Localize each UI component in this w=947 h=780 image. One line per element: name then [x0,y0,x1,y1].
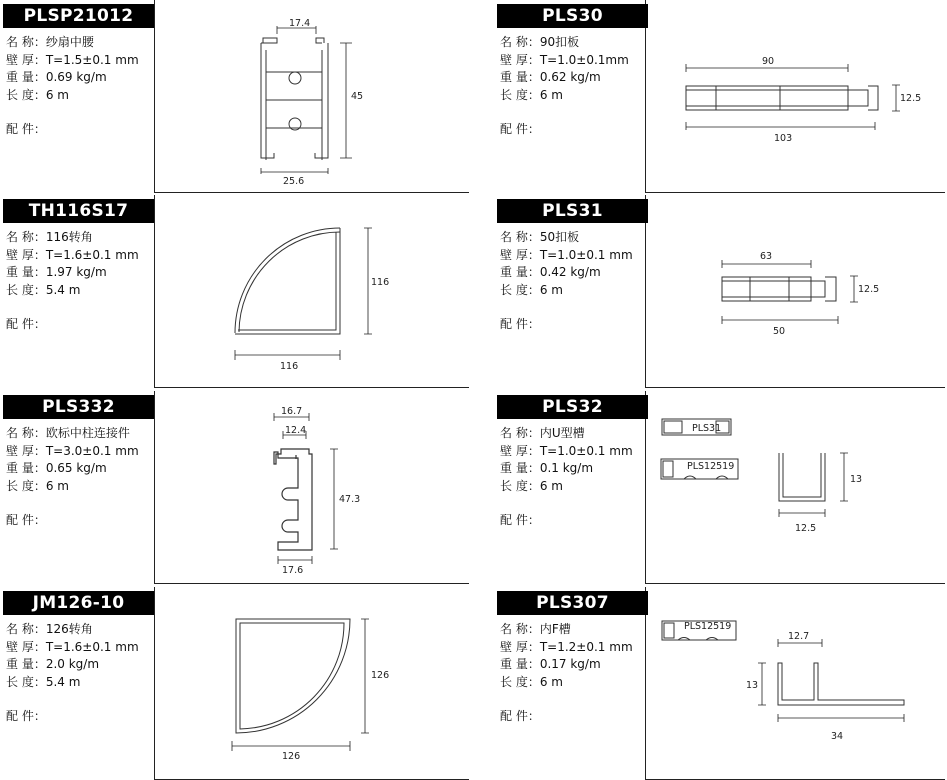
weight-value: 1.97 kg/m [45,265,107,279]
thickness-label: 壁 厚： [6,443,46,458]
parts-label: 配 件： [6,317,46,331]
thickness-label: 壁 厚： [6,52,46,67]
thickness-label: 壁 厚： [500,247,540,262]
weight-label: 重 量： [6,70,46,84]
product-code: PLS307 [497,591,648,615]
dim-12-5: 12.5 [795,523,817,534]
length-value: 6 m [539,282,563,297]
dim-116-w: 116 [280,361,299,372]
length-label: 长 度： [6,282,46,297]
dim-height: 45 [351,91,364,102]
name-value: 50扣板 [539,230,580,244]
name-value: 内U型槽 [539,426,585,440]
parts-label: 配 件： [500,709,540,723]
weight-label: 重 量： [6,461,46,475]
name-value: 90扣板 [539,35,580,49]
name-label: 名 称： [500,230,540,244]
thickness-value: T=3.0±0.1 mm [45,443,139,458]
name-label: 名 称： [6,622,46,636]
product-code: PLS31 [497,199,648,223]
length-label: 长 度： [6,478,46,493]
length-label: 长 度： [6,87,46,102]
thickness-value: T=1.0±0.1mm [539,52,629,67]
thickness-value: T=1.2±0.1 mm [539,639,633,654]
weight-value: 0.42 kg/m [539,265,601,279]
weight-value: 0.17 kg/m [539,657,601,671]
length-label: 长 度： [500,282,540,297]
dim-34: 34 [831,731,844,742]
dim-116-h: 116 [371,277,390,288]
parts-label: 配 件： [500,513,540,527]
length-value: 5.4 m [45,674,81,689]
weight-label: 重 量： [500,461,540,475]
weight-label: 重 量： [6,265,46,279]
name-label: 名 称： [500,35,540,49]
length-label: 长 度： [6,674,46,689]
weight-label: 重 量： [6,657,46,671]
name-label: 名 称： [500,426,540,440]
dim-63: 63 [760,251,773,262]
profile-drawing [494,0,947,193]
product-code: PLS332 [3,395,154,419]
part-label-pls12519: PLS12519 [684,621,732,632]
name-label: 名 称： [6,230,46,244]
thickness-label: 壁 厚： [500,52,540,67]
thickness-label: 壁 厚： [500,639,540,654]
length-value: 5.4 m [45,282,81,297]
profile-drawing [494,195,947,388]
dim-103: 103 [774,133,793,144]
thickness-label: 壁 厚： [500,443,540,458]
product-card-jm126-10 [0,587,470,780]
profile-drawing [0,195,470,388]
dim-12-7: 12.7 [788,631,810,642]
thickness-label: 壁 厚： [6,639,46,654]
length-label: 长 度： [500,674,540,689]
length-value: 6 m [539,87,563,102]
name-label: 名 称： [500,622,540,636]
thickness-value: T=1.5±0.1 mm [45,52,139,67]
name-label: 名 称： [6,426,46,440]
length-label: 长 度： [500,87,540,102]
dim-12-5: 12.5 [900,93,922,104]
product-code: TH116S17 [3,199,154,223]
product-card-pls307 [494,587,947,780]
dim-126-w: 126 [282,751,301,762]
dim-width-bottom: 25.6 [283,176,305,187]
name-value: 纱扇中腰 [45,35,94,49]
dim-17-6: 17.6 [282,565,304,576]
name-label: 名 称： [6,35,46,49]
dim-12-4: 12.4 [285,425,307,436]
parts-label: 配 件： [500,317,540,331]
dim-13: 13 [850,474,863,485]
parts-label: 配 件： [500,122,540,136]
profile-drawing [494,391,947,584]
product-code: PLS30 [497,4,648,28]
dim-47-3: 47.3 [339,494,361,505]
length-label: 长 度： [500,478,540,493]
thickness-value: T=1.6±0.1 mm [45,247,139,262]
thickness-value: T=1.0±0.1 mm [539,443,633,458]
profile-drawing [494,587,947,780]
parts-label: 配 件： [6,709,46,723]
name-value: 116转角 [45,230,93,244]
length-value: 6 m [539,674,563,689]
weight-label: 重 量： [500,70,540,84]
product-card-th116s17 [0,195,470,388]
part-label-pls12519: PLS12519 [687,461,735,472]
name-value: 126转角 [45,622,93,636]
weight-value: 0.65 kg/m [45,461,107,475]
weight-label: 重 量： [500,657,540,671]
weight-value: 0.62 kg/m [539,70,601,84]
dim-126-h: 126 [371,670,390,681]
dim-16-7: 16.7 [281,406,303,417]
weight-value: 0.1 kg/m [539,461,594,475]
dim-50: 50 [773,326,786,337]
length-value: 6 m [539,478,563,493]
product-code: PLS32 [497,395,648,419]
product-code: JM126-10 [3,591,154,615]
thickness-value: T=1.0±0.1 mm [539,247,633,262]
parts-label: 配 件： [6,122,46,136]
product-code: PLSP21012 [3,4,154,28]
profile-drawing [0,391,470,584]
dim-width-top: 17.4 [289,18,311,29]
weight-value: 2.0 kg/m [45,657,100,671]
product-card-plsp21012 [0,0,470,193]
product-card-pls31 [494,195,947,388]
dim-13: 13 [746,680,759,691]
name-value: 欧标中柱连接件 [45,426,130,440]
part-label-pls31: PLS31 [692,423,722,434]
dim-12-5: 12.5 [858,284,880,295]
profile-drawing [0,587,470,780]
product-card-pls30 [494,0,947,193]
thickness-label: 壁 厚： [6,247,46,262]
length-value: 6 m [45,478,69,493]
thickness-value: T=1.6±0.1 mm [45,639,139,654]
length-value: 6 m [45,87,69,102]
dim-90: 90 [762,56,775,67]
weight-value: 0.69 kg/m [45,70,107,84]
product-card-pls32 [494,391,947,584]
weight-label: 重 量： [500,265,540,279]
product-card-pls332 [0,391,470,584]
profile-drawing [0,0,470,193]
parts-label: 配 件： [6,513,46,527]
name-value: 内F槽 [539,622,571,636]
